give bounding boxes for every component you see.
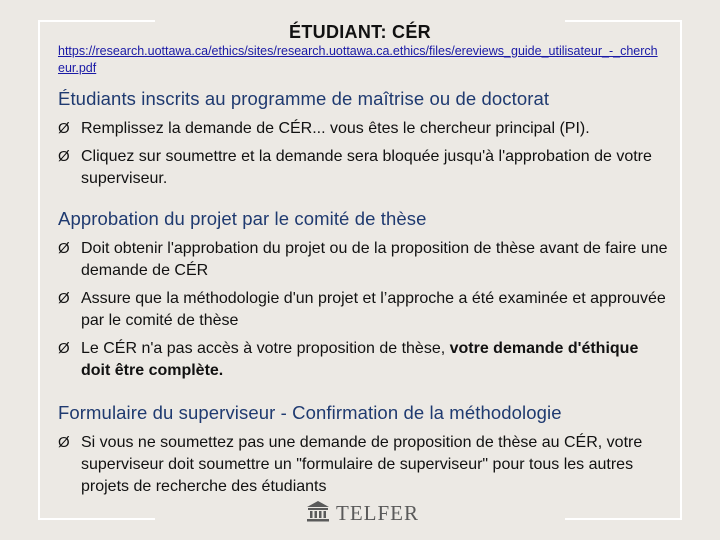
section-masters-doctoral: [58, 88, 668, 196]
section-supervisor-form: [58, 402, 668, 504]
building-columns-icon: [306, 500, 330, 527]
section-heading: Approbation du projet par le comité de thèse: [58, 208, 427, 229]
section-thesis-committee: [58, 208, 668, 388]
bullet-text: Cliquez sur soumettre et la demande sera bloquée jusqu'à l'approbation de votre superviseur.: [81, 148, 652, 187]
guide-link[interactable]: https://research.uottawa.ca/ethics/sites/research.uottawa.ca.ethics/files/ereviews_guide_utilisateur_-_chercheur.pdf: [58, 44, 658, 75]
list-item: [58, 118, 668, 140]
bullet-text: Assure que la méthodologie d'un projet et l’approche a été examinée et approuvée par le comité de thèse: [81, 290, 666, 329]
slide-title: ÉTUDIANT: CÉR: [289, 22, 431, 42]
telfer-logo: [306, 500, 419, 526]
section-heading: Formulaire du superviseur - Confirmation de la méthodologie: [58, 402, 562, 423]
arrow-bullet-icon: Ø: [58, 290, 70, 307]
arrow-bullet-icon: Ø: [58, 340, 70, 357]
list-item: [58, 432, 668, 498]
bullet-text: Doit obtenir l'approbation du projet ou de la proposition de thèse avant de faire une demande de CÉR: [81, 240, 668, 279]
bullet-text: Remplissez la demande de CÉR... vous êtes le chercheur principal (PI).: [81, 120, 590, 137]
arrow-bullet-icon: Ø: [58, 434, 70, 451]
arrow-bullet-icon: Ø: [58, 120, 70, 137]
list-item: [58, 238, 668, 282]
list-item: [58, 146, 668, 190]
list-item: [58, 288, 668, 332]
bullet-emphasis: votre demande d'éthique doit être complète.: [81, 340, 639, 379]
section-heading: Étudiants inscrits au programme de maîtrise ou de doctorat: [58, 88, 550, 109]
bullet-text: Le CÉR n'a pas accès à votre proposition de thèse,: [81, 340, 450, 357]
bullet-text: Si vous ne soumettez pas une demande de proposition de thèse au CÉR, votre superviseur doit soumettre un "formulaire de superviseur" pour tous les autres projets de recherche des étudiants: [81, 434, 643, 495]
arrow-bullet-icon: Ø: [58, 240, 70, 257]
list-item: [58, 338, 668, 382]
logo-text: TELFER: [336, 500, 419, 525]
arrow-bullet-icon: Ø: [58, 148, 70, 165]
